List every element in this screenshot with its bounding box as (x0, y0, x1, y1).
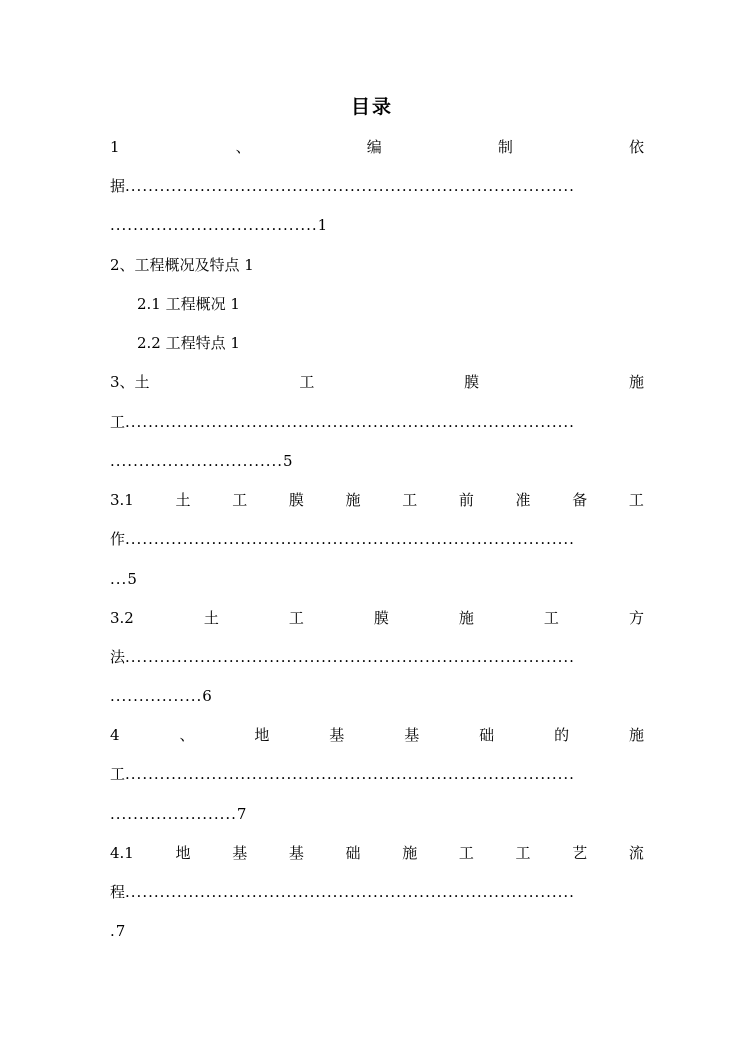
dot-leader: . (110, 922, 116, 940)
toc-text: 地 (175, 844, 191, 862)
dot-leader: .............................................................................. (125, 648, 575, 666)
toc-text: 膜 (288, 491, 304, 509)
toc-entry-3-1-line-1 (110, 487, 644, 513)
dot-leader: .............................................................................. (125, 177, 575, 195)
toc-text: 地 (254, 726, 270, 744)
toc-entry-4-line-2 (110, 761, 644, 787)
toc-entry-3-2-line-3 (110, 683, 644, 709)
toc-page-number: 1 (317, 216, 328, 234)
toc-title: 目录 (350, 96, 393, 118)
toc-text: 作 (110, 530, 126, 548)
toc-text: 工 (299, 373, 315, 391)
toc-text: 1 (110, 138, 120, 156)
dot-leader: .............................................................................. (125, 413, 575, 431)
toc-text: 膜 (373, 609, 389, 627)
toc-text: 3.2 (110, 609, 134, 627)
toc-text: 编 (366, 138, 382, 156)
toc-entry-3-1-line-2 (110, 526, 644, 552)
toc-text: 程 (110, 883, 126, 901)
toc-text: 基 (329, 726, 345, 744)
toc-page-number: 7 (115, 922, 126, 940)
toc-entry-4-1-line-2 (110, 879, 644, 905)
toc-text: 土 (175, 491, 191, 509)
toc-text: 工 (515, 844, 531, 862)
toc-text: 据 (110, 177, 126, 195)
toc-text: 的 (554, 726, 570, 744)
toc-page-number: 5 (283, 452, 293, 470)
toc-text: 、 (235, 138, 251, 156)
dot-leader: .............................................................................. (125, 883, 575, 901)
toc-text: 础 (345, 844, 361, 862)
toc-page-number: 6 (202, 687, 212, 705)
toc-text: 艺 (572, 844, 588, 862)
toc-text: 备 (572, 491, 588, 509)
toc-entry-4-1-line-3 (110, 918, 644, 944)
toc-text: 4.1 (110, 844, 134, 862)
dot-leader: ................ (110, 687, 203, 705)
toc-entry-3-2-line-2 (110, 644, 644, 670)
toc-text: 工 (232, 491, 248, 509)
toc-entry-3-line-3 (110, 448, 644, 474)
dot-leader: .............................................................................. (125, 530, 575, 548)
toc-entry-3-line-2 (110, 409, 644, 435)
toc-text: 前 (458, 491, 474, 509)
toc-text: 基 (288, 844, 304, 862)
toc-entry-3-line-1 (110, 369, 644, 395)
toc-text: 准 (515, 491, 531, 509)
toc-entry-1-line-2 (110, 173, 644, 199)
toc-page-number: 7 (236, 805, 247, 823)
dot-leader: .................................... (110, 216, 318, 234)
toc-entry-3-2-line-1 (110, 605, 644, 631)
toc-entry-2: 2、工程概况及特点 1 (110, 256, 254, 274)
dot-leader: ... (110, 570, 128, 588)
toc-text: 流 (628, 844, 644, 862)
toc-text: 工 (110, 765, 126, 783)
toc-page-number: 5 (127, 570, 137, 588)
toc-text: 法 (110, 648, 126, 666)
toc-text: 施 (458, 609, 474, 627)
toc-text: 施 (402, 844, 418, 862)
toc-text: 土 (203, 609, 219, 627)
dot-leader: .............................................................................. (125, 765, 575, 783)
toc-text: 3、土 (110, 373, 150, 391)
toc-text: 施 (628, 726, 644, 744)
toc-text: 工 (288, 609, 304, 627)
toc-entry-2-2: 2.2 工程特点 1 (137, 334, 240, 352)
toc-text: 工 (402, 491, 418, 509)
toc-text: 3.1 (110, 491, 134, 509)
toc-entry-3-1-line-3 (110, 566, 644, 592)
dot-leader: ...................... (110, 805, 237, 823)
toc-text: 础 (479, 726, 495, 744)
toc-entry-4-1-line-1 (110, 840, 644, 866)
toc-text: 工 (543, 609, 559, 627)
dot-leader: .............................. (110, 452, 284, 470)
toc-entry-1-line-3 (110, 212, 644, 238)
toc-text: 工 (458, 844, 474, 862)
toc-text: 施 (345, 491, 361, 509)
toc-text: 基 (404, 726, 420, 744)
toc-text: 4 (110, 726, 120, 744)
toc-text: 、 (179, 726, 195, 744)
toc-entry-4-line-3 (110, 801, 644, 827)
toc-text: 工 (110, 413, 126, 431)
toc-text: 制 (497, 138, 513, 156)
toc-text: 工 (628, 491, 644, 509)
toc-entry-2-1: 2.1 工程概况 1 (137, 295, 240, 313)
toc-text: 膜 (464, 373, 480, 391)
toc-text: 方 (628, 609, 644, 627)
toc-text: 施 (628, 373, 644, 391)
toc-text: 依 (628, 138, 644, 156)
toc-text: 基 (232, 844, 248, 862)
toc-entry-4-line-1 (110, 722, 644, 748)
toc-entry-1-line-1 (110, 134, 644, 160)
